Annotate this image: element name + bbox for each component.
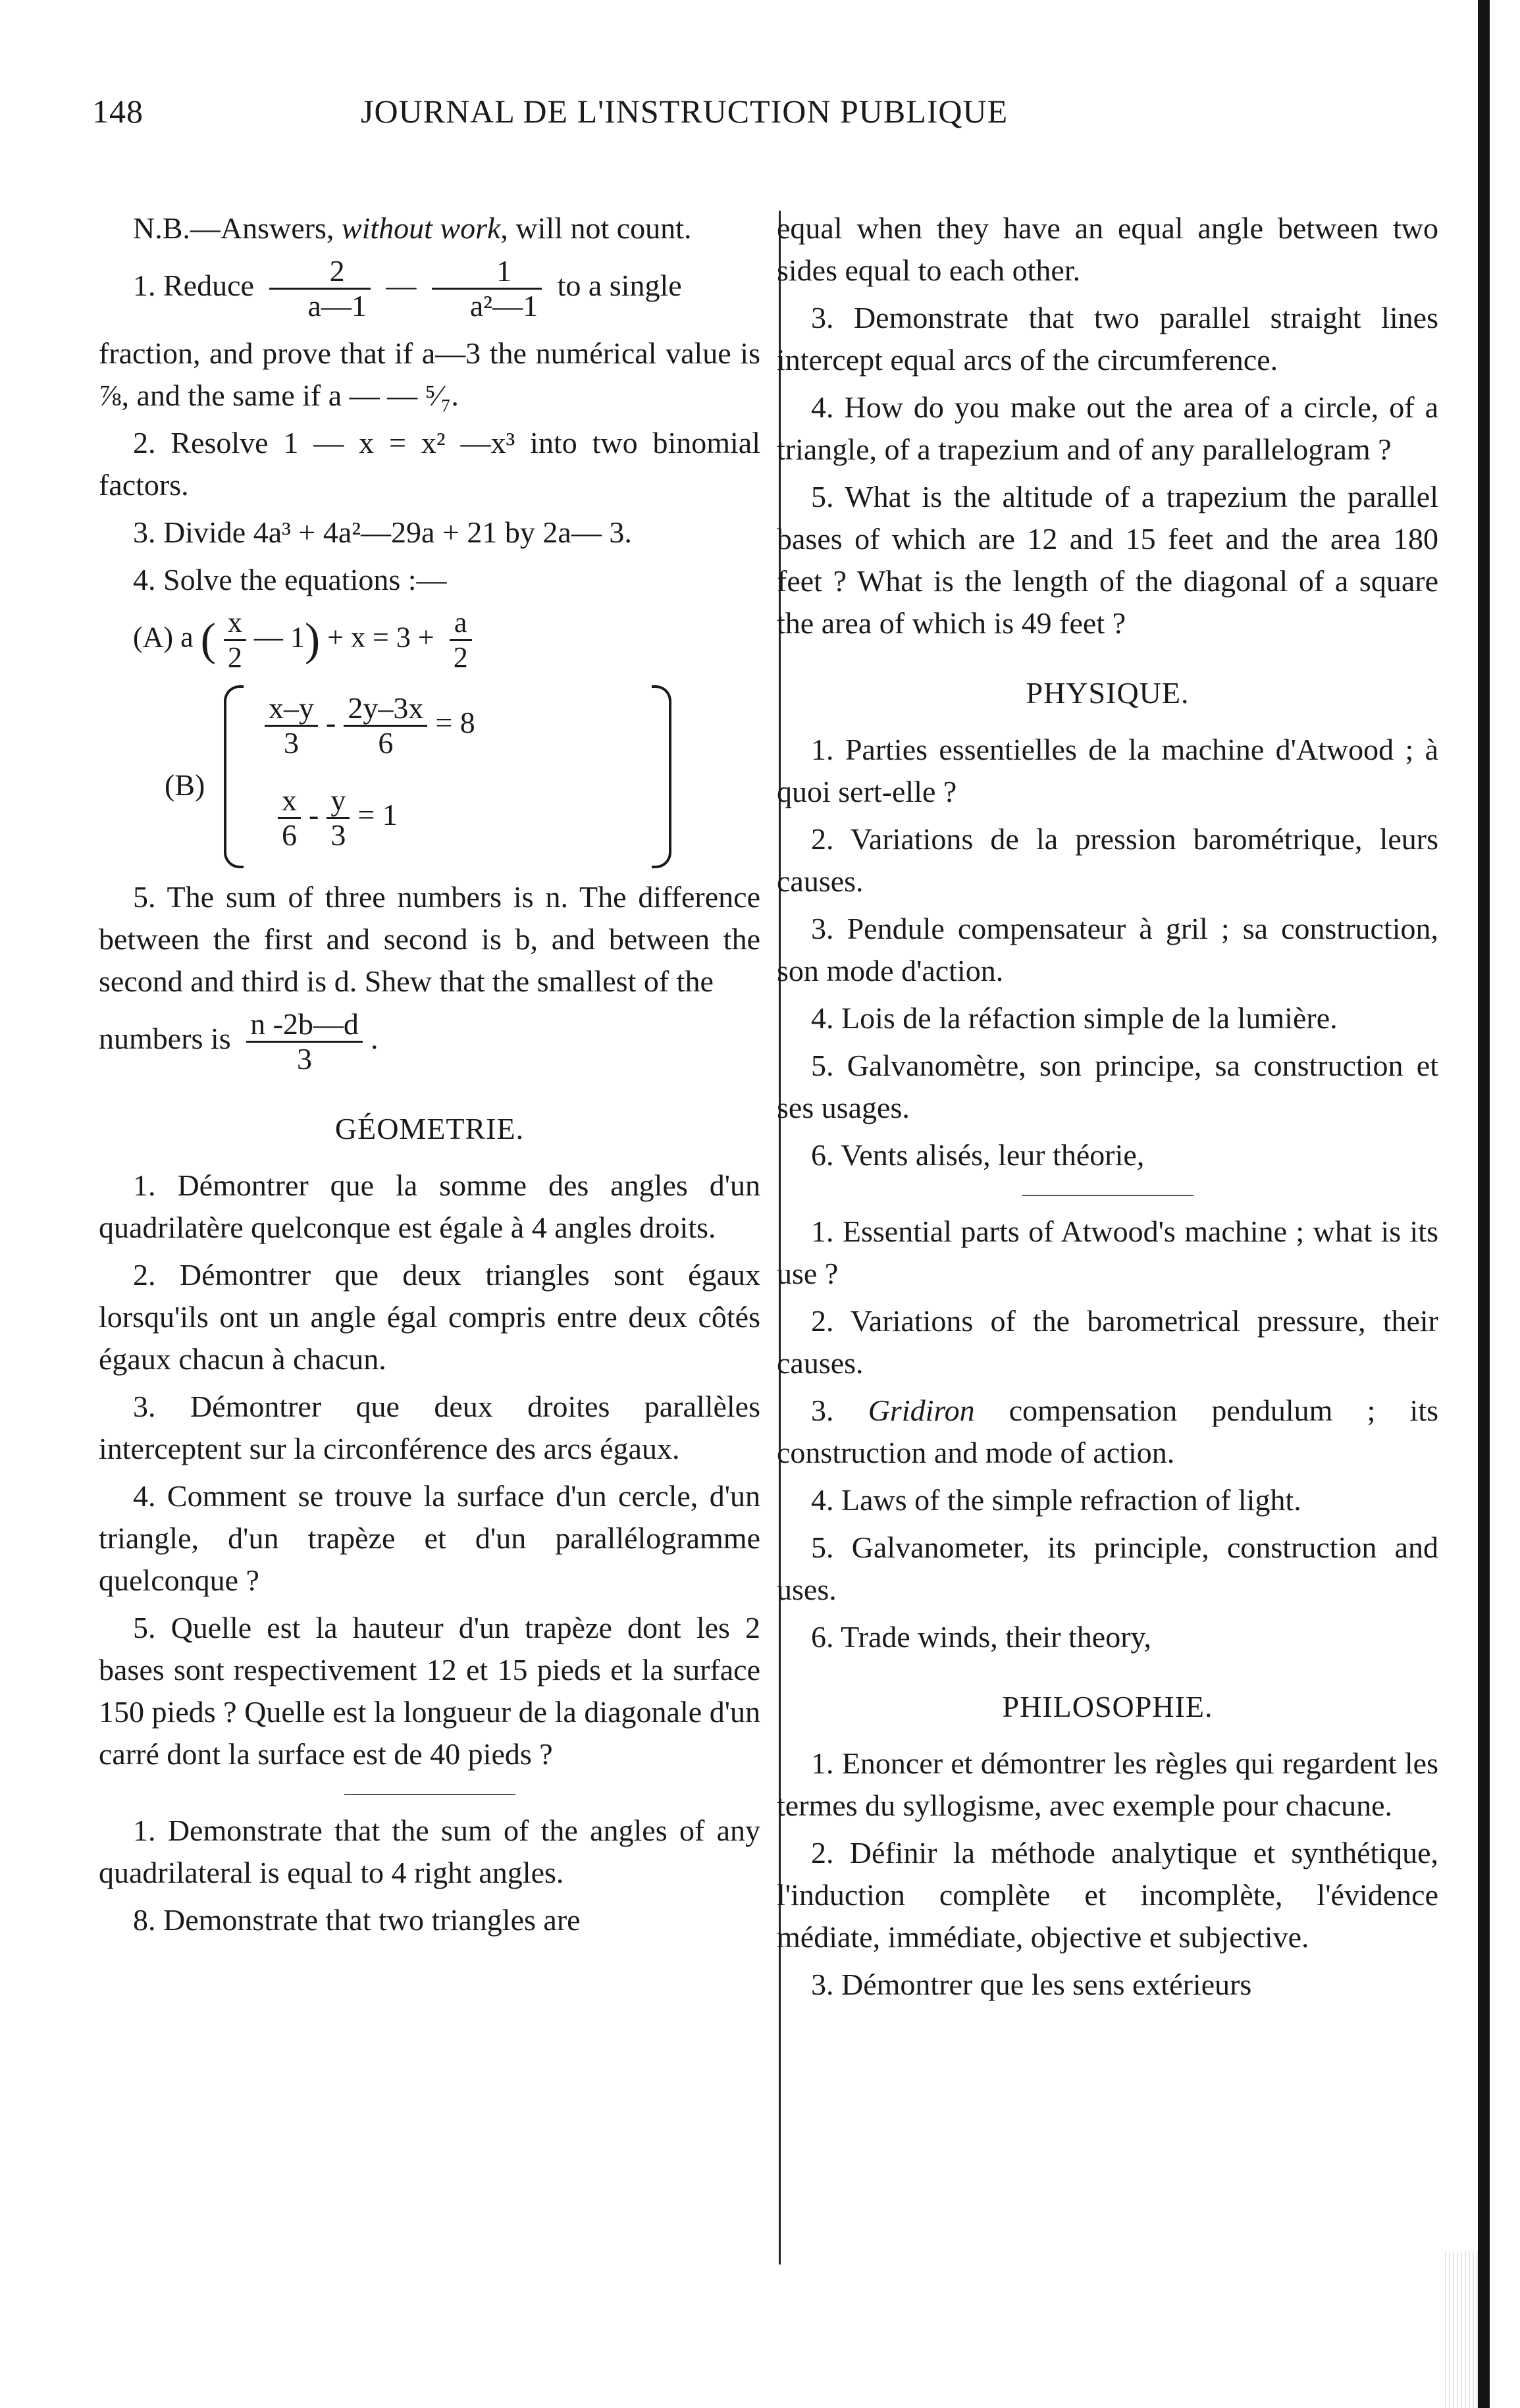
philosophie-3: 3. Démontrer que les sens extérieurs — [811, 1968, 1252, 2001]
nb-italic: without work — [341, 211, 501, 245]
eqA-a-num: a — [450, 606, 472, 641]
q5-end-text: numbers is — [99, 1022, 231, 1056]
eqB-r2-minus: - — [309, 798, 319, 832]
geometry-en-2: 8. Demonstrate that two triangles are — [133, 1903, 581, 1937]
section-rule — [344, 1794, 515, 1795]
running-title: JOURNAL DE L'INSTRUCTION PUBLIQUE — [361, 93, 1009, 130]
question-5-end — [99, 1008, 760, 1080]
q5-f-den: 3 — [297, 1042, 313, 1076]
eqB-r1-minus: - — [326, 706, 336, 740]
physique-5: 5. Galvanomètre, son principe, sa construction et ses usages. — [777, 1049, 1438, 1124]
geometrie-3: 3. Démontrer que deux droites parallèles interceptent sur la circonférence des arcs égaux. — [99, 1390, 760, 1465]
q1-f2-numerator: 1 — [432, 255, 542, 290]
eqB-row-1 — [257, 692, 475, 760]
nb-note — [99, 207, 760, 249]
geometry-en-5: 5. What is the altitude of a trapezium the parallel bases of which are 12 and 15 feet and the area 180 feet ? What is the length of the diagonal of a square the area of which is 49 feet ? — [777, 480, 1438, 640]
geometrie-1: 1. Démontrer que la somme des angles d'un quadrilatère quelconque est égale à 4 angles droits. — [99, 1168, 760, 1244]
physics-en-4: 4. Laws of the simple refraction of light. — [811, 1483, 1301, 1517]
physique-6: 6. Vents alisés, leur théorie, — [811, 1138, 1145, 1172]
page-header — [92, 92, 1145, 145]
physique-4: 4. Lois de la réfaction simple de la lumière. — [811, 1001, 1338, 1035]
eqB-right-brace — [652, 685, 671, 868]
section-heading-philosophie: PHILOSOPHIE. — [1002, 1690, 1213, 1723]
q1-minus: — — [386, 269, 417, 303]
eqB-r2-f1-den: 6 — [282, 818, 297, 852]
page-number: 148 — [92, 93, 144, 130]
q1-f2-denominator: a²—1 — [469, 289, 538, 323]
question-3: 3. Divide 4a³ + 4a²—29a + 21 by 2a— 3. — [133, 515, 632, 549]
q1-tail: to a single — [557, 269, 682, 303]
eqB-r1-f1 — [265, 692, 318, 760]
geometry-en-1: 1. Demonstrate that the sum of the angles of any quadrilateral is equal to 4 right angles. — [99, 1814, 760, 1889]
eqB-r1-rhs: = 8 — [435, 706, 475, 740]
physics-en-3 — [777, 1390, 1438, 1474]
eqB-r2-f2-num: y — [327, 784, 350, 819]
q5-period: . — [370, 1022, 379, 1056]
physique-2: 2. Variations de la pression barométrique, leurs causes. — [777, 822, 1438, 898]
eqB-left-brace — [224, 685, 244, 868]
eqB-r1-f2-num: 2y–3x — [344, 692, 427, 727]
eqB-r2-rhs: = 1 — [357, 798, 398, 832]
eqA-fraction-x — [224, 606, 246, 674]
eqB-r2-f1 — [278, 784, 301, 852]
equation-b — [165, 685, 757, 876]
question-2: 2. Resolve 1 — x = x² —x³ into two binomial factors. — [99, 426, 760, 502]
physique-1: 1. Parties essentielles de la machine d'Atwood ; à quoi sert-elle ? — [777, 733, 1438, 808]
physics-en-1: 1. Essential parts of Atwood's machine ; what is its use ? — [777, 1215, 1438, 1290]
eqA-x-den: 2 — [227, 641, 242, 673]
geometry-en-2-cont: equal when they have an equal angle between two sides equal to each other. — [777, 211, 1438, 287]
question-1-cont: fraction, and prove that if a—3 the numérical value is ⅞, and the same if a — — ⁵⁄₇. — [99, 336, 760, 412]
equation-a: (A) a ( $\frac{x}{2}$ — 1) + x = 3 + $\frac{a}{2}$ — [99, 606, 760, 685]
nb-text-end: , will not count. — [500, 211, 692, 245]
eqB-r2-f2-den: 3 — [330, 818, 346, 852]
physics-en-5: 5. Galvanometer, its principle, construction and uses. — [777, 1531, 1438, 1606]
q1-f1-denominator: a—1 — [307, 289, 367, 323]
eqB-r1-f1-num: x–y — [265, 692, 318, 727]
geometrie-2: 2. Démontrer que deux triangles sont égaux lorsqu'ils ont un angle égal compris entre deux côtés égaux chacun à chacun. — [99, 1258, 760, 1376]
pe3-number: 3. — [811, 1394, 868, 1427]
eqB-r2-f1-num: x — [278, 784, 301, 819]
philosophie-1: 1. Enoncer et démontrer les règles qui regardent les termes du syllogisme, avec exemple pour chacune. — [777, 1746, 1438, 1822]
physics-en-6: 6. Trade winds, their theory, — [811, 1620, 1152, 1654]
philosophie-2: 2. Définir la méthode analytique et synthétique, l'induction complète et incomplète, l'évidence médiate, immédiate, objective et subjective. — [777, 1836, 1438, 1954]
question-4: 4. Solve the equations :— — [133, 563, 447, 596]
eqA-x-num: x — [224, 606, 246, 641]
eqB-row-2 — [270, 784, 398, 852]
eqB-label: (B) — [165, 768, 205, 802]
question-1 — [99, 255, 760, 327]
geometrie-4: 4. Comment se trouve la surface d'un cercle, d'un triangle, d'un trapèze et d'un parallélogramme quelconque ? — [99, 1479, 760, 1597]
eqA-lead: (A) a — [133, 621, 194, 654]
section-heading-geometrie: GÉOMETRIE. — [334, 1112, 525, 1145]
eqA-a-den: 2 — [453, 641, 468, 673]
q5-fraction — [246, 1008, 363, 1076]
eqA-fraction-a — [450, 606, 472, 674]
q5-f-num: n -2b—d — [246, 1008, 363, 1043]
geometry-en-4: 4. How do you make out the area of a circle, of a triangle, of a trapezium and of any parallelogram ? — [777, 390, 1438, 466]
pe3-rest: compensation pendulum ; its construction and mode of action. — [777, 1394, 1439, 1469]
page-edge-shadow — [1478, 0, 1490, 2408]
eqA-minus-one: — 1 — [253, 621, 305, 654]
eqB-r1-f2 — [344, 692, 427, 760]
nb-text: N.B.—Answers, — [133, 211, 342, 245]
q1-f1-numerator: 2 — [269, 255, 370, 290]
q1-fraction-2 — [432, 255, 542, 323]
eqB-r1-f1-den: 3 — [284, 726, 299, 760]
section-rule — [1022, 1195, 1193, 1196]
page-edge-noise — [1445, 2251, 1478, 2408]
geometrie-5: 5. Quelle est la hauteur d'un trapèze dont les 2 bases sont respectivement 12 et 15 pieds et la surface 150 pieds ? Quelle est la longueur de la diagonale d'un carré dont la surface est de 40 pieds ? — [99, 1611, 760, 1771]
question-5: 5. The sum of three numbers is n. The difference between the first and second is b, and between the second and third is d. Shew that the smallest of the — [99, 880, 760, 998]
eqB-r2-f2 — [327, 784, 350, 852]
eqA-rhs: + x = 3 + — [327, 621, 434, 654]
q1-lead: 1. Reduce — [133, 269, 254, 303]
right-column — [777, 207, 1438, 2011]
left-column — [99, 207, 760, 1947]
section-heading-physique: PHYSIQUE. — [1026, 676, 1190, 710]
eqB-r1-f2-den: 6 — [378, 726, 394, 760]
pe3-italic: Gridiron — [868, 1394, 975, 1427]
q1-fraction-1 — [269, 255, 370, 323]
geometry-en-3: 3. Demonstrate that two parallel straight lines intercept equal arcs of the circumference. — [777, 301, 1438, 377]
physics-en-2: 2. Variations of the barometrical pressure, their causes. — [777, 1304, 1438, 1380]
physique-3: 3. Pendule compensateur à gril ; sa construction, son mode d'action. — [777, 912, 1438, 987]
